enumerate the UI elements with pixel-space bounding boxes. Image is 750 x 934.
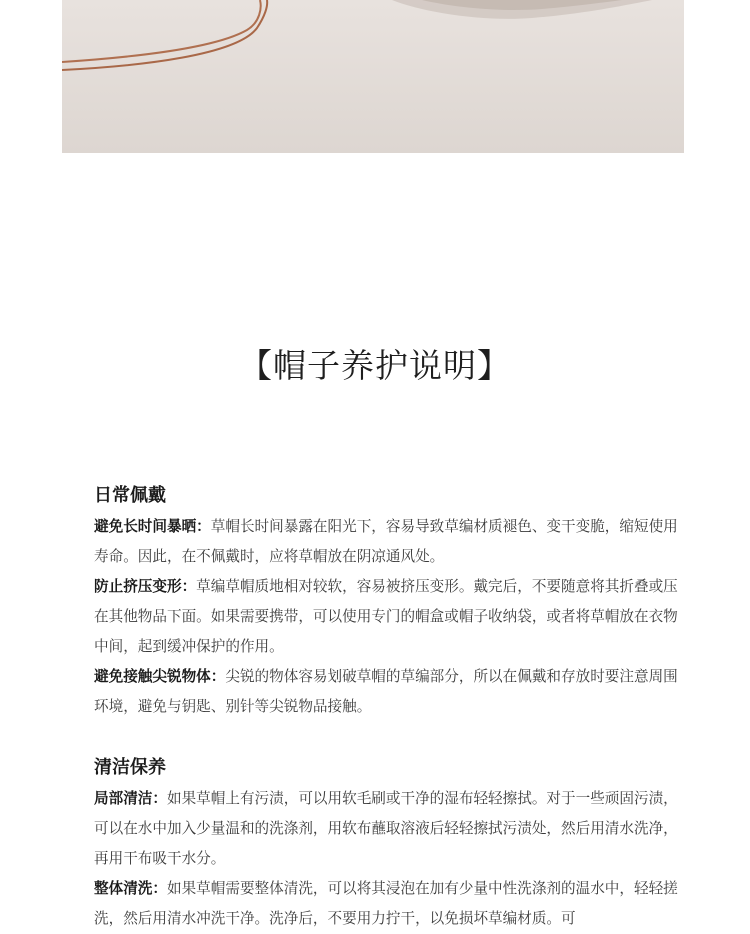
care-instructions [94, 482, 684, 934]
care-item-text: 草帽长时间暴露在阳光下，容易导致草编材质褪色、变干变脆，缩短使用寿命。因此，在不佩戴时，应将草帽放在阴凉通风处。 [94, 518, 678, 565]
care-item [94, 512, 684, 572]
care-item-title: 防止挤压变形： [94, 578, 197, 595]
section-cleaning [94, 754, 684, 934]
hat-cord-image [62, 0, 684, 153]
care-item-text: 如果草帽需要整体清洗，可以将其浸泡在加有少量中性洗涤剂的温水中，轻轻搓洗，然后用清水冲洗干净。洗净后，不要用力拧干，以免损坏草编材质。可 [94, 880, 678, 927]
care-item-text: 草编草帽质地相对较软，容易被挤压变形。戴完后，不要随意将其折叠或压在其他物品下面。如果需要携带，可以使用专门的帽盒或帽子收纳袋，或者将草帽放在衣物中间，起到缓冲保护的作用。 [94, 578, 678, 655]
care-item-text: 如果草帽上有污渍，可以用软毛刷或干净的湿布轻轻擦拭。对于一些顽固污渍，可以在水中加入少量温和的洗涤剂，用软布蘸取溶液后轻轻擦拭污渍处，然后用清水洗净，再用干布吸干水分。 [94, 790, 678, 867]
care-item [94, 784, 684, 874]
care-item-title: 避免接触尖锐物体： [94, 668, 226, 685]
care-item-text: 尖锐的物体容易划破草帽的草编部分，所以在佩戴和存放时要注意周围环境，避免与钥匙、别针等尖锐物品接触。 [94, 668, 678, 715]
care-item [94, 874, 684, 934]
section-daily-wear [94, 482, 684, 722]
page-title: 【帽子养护说明】 [239, 346, 511, 385]
care-item-title: 避免长时间暴晒： [94, 518, 211, 535]
care-item-title: 局部清洁： [94, 790, 167, 807]
product-photo [62, 0, 684, 153]
care-item-title: 整体清洗： [94, 880, 167, 897]
section-heading: 日常佩戴 [94, 485, 166, 506]
section-heading: 清洁保养 [94, 757, 166, 778]
care-item [94, 572, 684, 662]
care-item [94, 662, 684, 722]
